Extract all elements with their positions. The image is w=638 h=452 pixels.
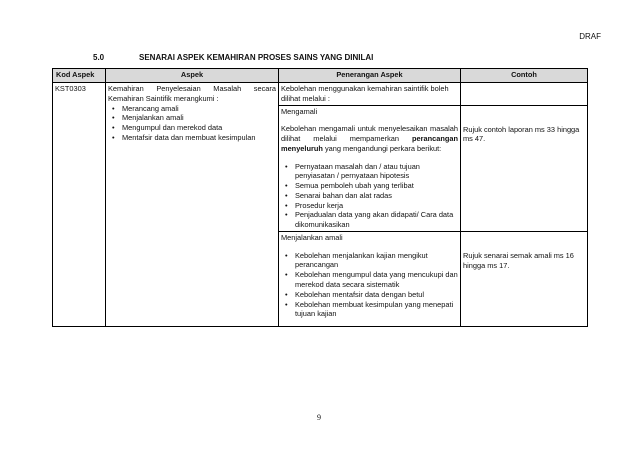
mengamali-contoh-cell xyxy=(461,105,588,231)
list-item: • Kebolehan mentafsir data dengan betul xyxy=(295,290,458,300)
mengamali-heading: Mengamali xyxy=(281,106,318,116)
aspek-cell xyxy=(106,83,279,327)
table-row xyxy=(53,83,588,106)
table-header-row xyxy=(53,69,588,83)
menjalankan-list xyxy=(281,251,458,319)
menjalankan-cell xyxy=(279,231,461,326)
list-item: • Mentafsir data dan membuat kesimpulan xyxy=(122,133,276,143)
section-title: SENARAI ASPEK KEMAHIRAN PROSES SAINS YANG DINILAI xyxy=(139,53,374,62)
menjalankan-contoh: Rujuk senarai semak amali ms 16 hingga ms 17. xyxy=(463,250,574,270)
penerangan-intro-cell: Kebolehan menggunakan kemahiran saintifik boleh dilihat melalui : xyxy=(279,83,461,106)
section-number: 5.0 xyxy=(93,53,105,62)
header-penerangan: Penerangan Aspek xyxy=(279,69,461,83)
aspek-intro: Kemahiran Penyelesaian Masalah secara Kemahiran Saintifik merangkumi : xyxy=(108,84,276,103)
list-item: • Kebolehan menjalankan kajian mengikut perancangan xyxy=(295,251,458,271)
menjalankan-heading: Menjalankan amali xyxy=(281,232,343,242)
menjalankan-contoh-cell xyxy=(461,231,588,326)
list-item: • Kebolehan membuat kesimpulan yang menepati tujuan kajian xyxy=(295,300,458,320)
aspek-list xyxy=(108,104,276,143)
mengamali-list xyxy=(281,162,458,230)
header-contoh: Contoh xyxy=(461,69,588,83)
header-aspek: Aspek xyxy=(106,69,279,83)
list-item: • Penjadualan data yang akan didapati/ Cara data dikomunikasikan xyxy=(295,210,458,230)
list-item: • Merancang amali xyxy=(122,104,276,114)
list-item: • Menjalankan amali xyxy=(122,113,276,123)
contoh-empty-cell xyxy=(461,83,588,106)
page-number: 9 xyxy=(317,413,321,422)
section-heading xyxy=(93,53,373,62)
skills-table xyxy=(52,68,588,327)
header-kod-aspek: Kod Aspek xyxy=(53,69,106,83)
kod-cell: KST0303 xyxy=(53,83,106,327)
list-item: • Prosedur kerja xyxy=(295,201,458,211)
mengamali-bold: perancangan menyeluruh xyxy=(281,134,458,153)
draft-label: DRAF xyxy=(579,32,601,41)
mengamali-contoh: Rujuk contoh laporan ms 33 hingga ms 47. xyxy=(463,124,580,144)
list-item: • Mengumpul dan merekod data xyxy=(122,123,276,133)
list-item: • Kebolehan mengumpul data yang mencukupi dan merekod data secara sistematik xyxy=(295,270,458,290)
mengamali-desc: Kebolehan mengamali untuk menyelesaikan masalah dilihat melalui mempamerkan perancangan menyeluruh yang mengandungi perkara berikut: xyxy=(281,124,458,153)
list-item: • Pernyataan masalah dan / atau tujuan penyiasatan / pernyataan hipotesis xyxy=(295,162,458,182)
list-item: • Semua pemboleh ubah yang terlibat xyxy=(295,181,458,191)
mengamali-cell xyxy=(279,105,461,231)
list-item: • Senarai bahan dan alat radas xyxy=(295,191,458,201)
